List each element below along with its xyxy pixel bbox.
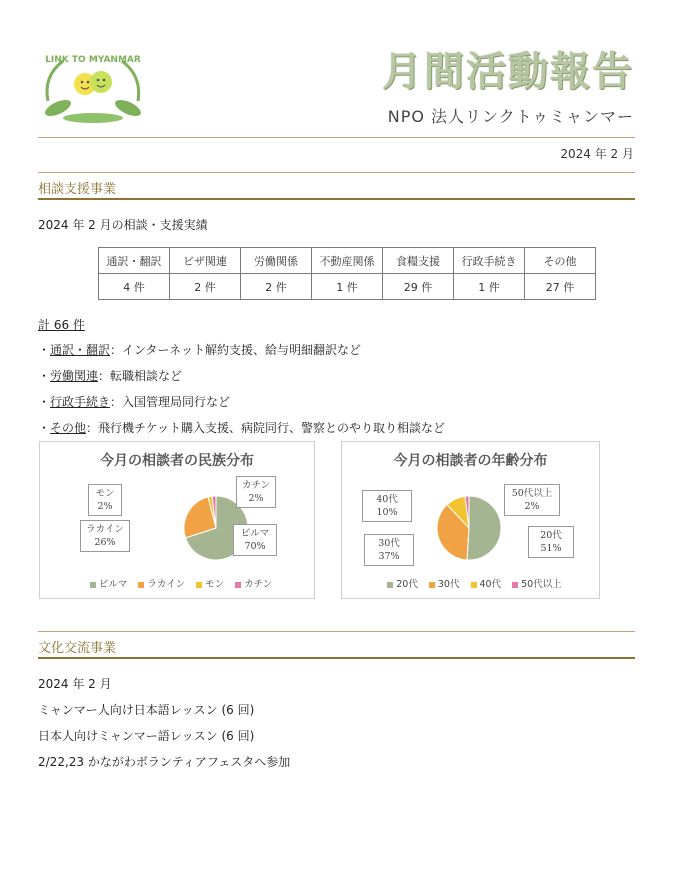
slice-label-name: 40代 [376,494,398,505]
slice-label-name: ビルマ [240,528,270,539]
ethnicity-pie-chart [39,441,315,599]
legend-swatch [138,582,144,588]
table-cell: 29 件 [383,274,454,300]
table-header-row [99,248,596,274]
slice-label-value: 2% [524,501,540,512]
report-date: 2024 年 2 月 [560,147,634,161]
slice-label-value: 2% [97,501,113,512]
slice-label-burmese [233,524,277,556]
section2-line: 日本人向けミャンマー語レッスン (6 回) [38,729,255,743]
table-cell: 4 件 [99,274,170,300]
legend-swatch [512,582,518,588]
slice-label-value: 10% [376,507,398,518]
table-header-cell: ビザ関連 [170,248,241,274]
legend-label: ラカイン [147,579,186,590]
table-header-cell: 不動産関係 [312,248,383,274]
slice-label-name: モン [95,488,115,499]
slice-label-kachin [236,476,276,508]
consultation-table [98,247,596,300]
section1-title: 相談支援事業 [38,182,117,197]
table-header-cell: 労働関係 [241,248,312,274]
table-cell: 1 件 [454,274,525,300]
slice-label-name: ラカイン [86,524,124,535]
slice-label-50s [504,484,560,516]
bullet-mark: ・ [38,343,51,357]
bullet-key: 労働関連 [50,369,99,383]
section2-line: ミャンマー人向け日本語レッスン (6 回) [38,703,255,717]
bullet-text: ：インターネット解約支援、給与明細翻訳など [110,343,361,357]
chart-legend [342,576,599,590]
slice-label-value: 2% [248,493,264,504]
list-item [38,341,361,358]
chart-title: 今月の相談者の年齢分布 [393,453,548,469]
organization-logo [38,46,148,126]
legend-swatch [90,582,96,588]
list-item [38,367,182,384]
legend-label: 50代以上 [521,579,562,590]
bullet-mark: ・ [38,369,51,383]
legend-label: ビルマ [98,579,128,590]
table-cell: 2 件 [170,274,241,300]
slice-label-value: 37% [378,551,400,562]
bullet-mark: ・ [38,395,51,409]
bullet-text: ：入国管理局同行など [110,395,231,409]
list-item [38,419,445,436]
table-cell: 1 件 [312,274,383,300]
slice-label-value: 51% [540,543,562,554]
section1-top-rule [38,172,635,173]
legend-label: カチン [244,579,273,590]
legend-label: 30代 [437,579,460,590]
age-pie-chart [341,441,600,599]
legend-label: モン [205,579,225,590]
bullet-text: ：転職相談など [98,369,183,383]
table-header-cell: その他 [525,248,596,274]
legend-label: 20代 [396,579,418,590]
section1-bottom-rule [38,198,635,200]
slice-label-name: カチン [241,480,271,491]
table-header-cell: 行政手続き [454,248,525,274]
section1-intro: 2024 年 2 月の相談・支援実績 [38,218,208,232]
section2-title: 文化交流事業 [38,641,117,656]
organization-name: NPO 法人リンクトゥミャンマー [387,107,634,126]
bullet-text: ：飛行機チケット購入支援、病院同行、警察とのやり取り相談など [86,421,445,435]
slice-label-20s [528,526,574,558]
slice-label-30s [364,534,414,566]
slice-label-mon [88,484,122,516]
pie-slice-0 [467,496,501,560]
slice-label-value: 26% [94,537,116,548]
legend-swatch [235,582,241,588]
chart-title: 今月の相談者の民族分布 [100,453,254,469]
legend-swatch [196,582,202,588]
table-cell: 2 件 [241,274,312,300]
legend-swatch [387,582,393,588]
section2-line: 2/22,23 かながわボランティアフェスタへ参加 [38,755,291,769]
bullet-key: その他 [50,421,87,435]
section2-top-rule [38,631,635,632]
legend-swatch [429,582,435,588]
table-header-cell: 通訳・翻訳 [99,248,170,274]
bullet-mark: ・ [38,421,51,435]
total-count: 計 66 件 [38,318,85,332]
slice-label-rakhine [80,520,130,552]
logo-text: LINK TO MYANMAR [45,55,141,65]
chart-legend [40,576,314,590]
slice-label-value: 70% [244,541,266,552]
table-cell: 27 件 [525,274,596,300]
section2-bottom-rule [38,657,635,659]
slice-label-name: 50代以上 [511,488,553,499]
slice-label-40s [362,490,412,522]
slice-label-name: 30代 [378,538,400,549]
legend-swatch [471,582,477,588]
section2-line: 2024 年 2 月 [38,677,112,691]
list-item [38,393,230,410]
bullet-key: 行政手続き [50,395,111,409]
header-divider [38,137,635,138]
page-title: 月間活動報告 [382,49,634,95]
table-header-cell: 食糧支援 [383,248,454,274]
table-row [99,274,596,300]
slice-label-name: 20代 [540,530,562,541]
bullet-key: 通訳・翻訳 [50,343,111,357]
legend-label: 40代 [479,579,502,590]
